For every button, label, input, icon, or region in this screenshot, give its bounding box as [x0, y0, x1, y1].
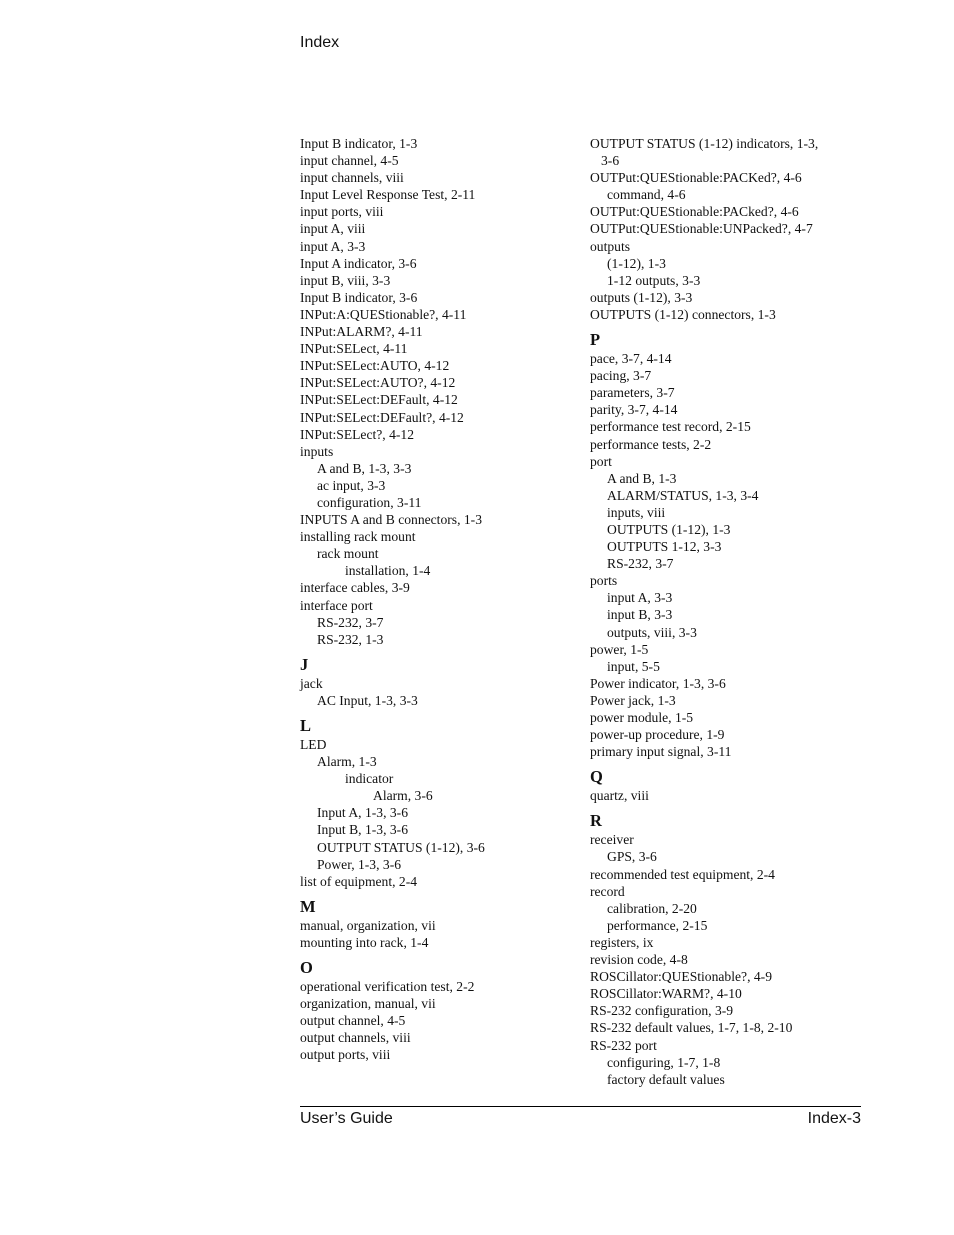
index-letter-heading: P: [590, 330, 601, 350]
index-entry: OUTPUT STATUS (1-12) indicators, 1-3,: [590, 136, 819, 151]
index-letter-heading: O: [300, 958, 313, 978]
index-entry: registers, ix: [590, 934, 654, 950]
index-subentry: factory default values: [607, 1071, 725, 1087]
index-subentry: A and B, 1-3: [607, 470, 677, 486]
index-entry: interface cables, 3-9: [300, 580, 410, 596]
index-letter-heading: R: [590, 811, 602, 831]
index-entry: performance tests, 2-2: [590, 436, 712, 452]
index-subentry: input, 5-5: [607, 658, 660, 674]
index-column-left: [300, 135, 572, 1064]
index-entry: receiver: [590, 832, 634, 848]
index-entry: jack: [300, 675, 323, 691]
index-entry: recommended test equipment, 2-4: [590, 866, 775, 882]
index-subentry: installation, 1-4: [345, 563, 431, 579]
index-entry: manual, organization, vii: [300, 917, 436, 933]
index-entry: record: [590, 883, 625, 899]
index-entry: revision code, 4-8: [590, 952, 688, 968]
index-entry: input channels, viii: [300, 170, 404, 186]
index-entry: OUTPut:QUEStionable:PACked?, 4-6: [590, 204, 799, 220]
index-subentry: performance, 2-15: [607, 917, 708, 933]
index-entry: parameters, 3-7: [590, 385, 675, 401]
index-entry: INPut:SELect?, 4-12: [300, 426, 415, 442]
index-subentry: outputs, viii, 3-3: [607, 624, 697, 640]
index-column-right: [590, 135, 862, 1088]
index-entry: Input Level Response Test, 2-11: [300, 187, 476, 203]
index-subentry: OUTPUTS 1-12, 3-3: [607, 539, 722, 555]
index-entry: ports: [590, 573, 618, 589]
index-subentry: AC Input, 1-3, 3-3: [317, 692, 418, 708]
index-entry: list of equipment, 2-4: [300, 873, 418, 889]
index-subentry: command, 4-6: [607, 187, 686, 203]
index-subentry: configuring, 1-7, 1-8: [607, 1054, 721, 1070]
index-entry: Power indicator, 1-3, 3-6: [590, 675, 726, 691]
index-entry: pacing, 3-7: [590, 368, 652, 384]
index-subentry: GPS, 3-6: [607, 849, 657, 865]
index-entry: ROSCillator:QUEStionable?, 4-9: [590, 969, 772, 985]
index-subentry: RS-232, 1-3: [317, 631, 384, 647]
index-subentry: configuration, 3-11: [317, 494, 422, 510]
running-header: Index: [300, 34, 340, 51]
index-entry: operational verification test, 2-2: [300, 979, 475, 995]
index-subentry: indicator: [345, 771, 394, 787]
footer-guide-title: User’s Guide: [300, 1110, 393, 1127]
index-subentry: calibration, 2-20: [607, 900, 697, 916]
index-entry: primary input signal, 3-11: [590, 744, 732, 760]
index-entry: RS-232 port: [590, 1037, 657, 1053]
index-subentry: RS-232, 3-7: [607, 556, 674, 572]
index-entry: interface port: [300, 597, 373, 613]
index-entry: organization, manual, vii: [300, 996, 436, 1012]
index-subentry: 1-12 outputs, 3-3: [607, 272, 701, 288]
index-entry: RS-232 configuration, 3-9: [590, 1003, 734, 1019]
index-subentry: OUTPUT STATUS (1-12), 3-6: [317, 839, 485, 855]
index-entry-continuation: 3-6: [601, 153, 620, 169]
index-entry: OUTPut:QUEStionable:UNPacked?, 4-7: [590, 221, 813, 237]
index-entry: INPut:A:QUEStionable?, 4-11: [300, 306, 467, 322]
index-entry: output channels, viii: [300, 1030, 411, 1046]
index-entry: input ports, viii: [300, 204, 384, 220]
index-entry: power-up procedure, 1-9: [590, 727, 725, 743]
index-entry: Input A indicator, 3-6: [300, 255, 417, 271]
index-subentry: RS-232, 3-7: [317, 614, 384, 630]
index-entry: LED: [300, 737, 327, 752]
index-entry: OUTPut:QUEStionable:PACKed?, 4-6: [590, 170, 802, 186]
index-subentry: ALARM/STATUS, 1-3, 3-4: [607, 487, 759, 503]
index-entry: INPut:SELect:DEFault, 4-12: [300, 392, 458, 408]
index-subentry: Input B, 1-3, 3-6: [317, 822, 408, 838]
index-entry: INPut:ALARM?, 4-11: [300, 324, 423, 340]
index-entry: power, 1-5: [590, 641, 649, 657]
index-entry: output ports, viii: [300, 1047, 391, 1063]
index-entry: INPut:SELect:AUTO?, 4-12: [300, 375, 456, 391]
index-letter-heading: M: [300, 896, 316, 916]
index-entry: parity, 3-7, 4-14: [590, 402, 678, 418]
index-entry: INPut:SELect, 4-11: [300, 341, 408, 357]
index-subentry: Alarm, 3-6: [373, 788, 433, 804]
index-entry: outputs: [590, 238, 631, 254]
index-entry: RS-232 default values, 1-7, 1-8, 2-10: [590, 1020, 793, 1036]
index-entry: pace, 3-7, 4-14: [590, 351, 672, 367]
index-entry: input B, viii, 3-3: [300, 272, 391, 288]
index-entry: mounting into rack, 1-4: [300, 934, 429, 950]
index-entry: inputs: [300, 443, 334, 459]
index-subentry: inputs, viii: [607, 504, 666, 520]
index-entry: input A, 3-3: [300, 238, 366, 254]
index-subentry: input A, 3-3: [607, 590, 673, 606]
index-letter-heading: Q: [590, 767, 603, 787]
index-entry: performance test record, 2-15: [590, 419, 751, 435]
index-letter-heading: J: [300, 654, 309, 674]
index-letter-heading: L: [300, 716, 312, 735]
footer-page-number: Index-3: [807, 1110, 861, 1127]
index-subentry: ac input, 3-3: [317, 477, 386, 493]
index-entry: INPUTS A and B connectors, 1-3: [300, 512, 482, 528]
index-subentry: Power, 1-3, 3-6: [317, 856, 402, 872]
index-subentry: Alarm, 1-3: [317, 754, 377, 770]
index-subentry: OUTPUTS (1-12), 1-3: [607, 521, 731, 537]
index-entry: outputs (1-12), 3-3: [590, 289, 693, 305]
index-entry: Input B indicator, 3-6: [300, 289, 418, 305]
index-subentry: input B, 3-3: [607, 607, 673, 623]
index-entry: installing rack mount: [300, 529, 416, 545]
footer-rule: [300, 1106, 861, 1107]
index-entry: port: [590, 453, 612, 469]
index-entry: input A, viii: [300, 221, 366, 237]
index-entry: INPut:SELect:AUTO, 4-12: [300, 358, 450, 374]
index-entry: ROSCillator:WARM?, 4-10: [590, 986, 742, 1002]
index-entry: power module, 1-5: [590, 710, 694, 725]
index-entry: input channel, 4-5: [300, 153, 399, 169]
index-entry: output channel, 4-5: [300, 1013, 406, 1029]
index-entry: Input B indicator, 1-3: [300, 136, 418, 151]
index-entry: OUTPUTS (1-12) connectors, 1-3: [590, 306, 776, 322]
index-subentry: (1-12), 1-3: [607, 255, 666, 271]
index-entry: quartz, viii: [590, 788, 649, 804]
index-entry: Power jack, 1-3: [590, 692, 676, 708]
index-subentry: A and B, 1-3, 3-3: [317, 460, 412, 476]
index-subentry: Input A, 1-3, 3-6: [317, 805, 408, 821]
index-entry: INPut:SELect:DEFault?, 4-12: [300, 409, 464, 425]
index-subentry: rack mount: [317, 546, 379, 562]
